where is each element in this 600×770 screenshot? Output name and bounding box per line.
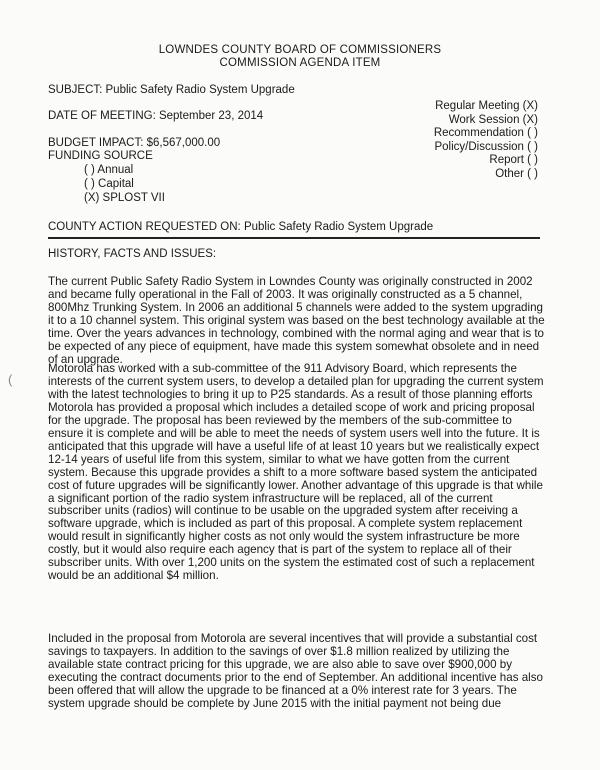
meeting-date: DATE OF MEETING: September 23, 2014 <box>48 110 264 122</box>
meeting-type-recommendation: Recommendation ( ) <box>433 127 538 140</box>
meeting-type-other: Other ( ) <box>495 167 538 180</box>
funding-option-annual: ( ) Annual <box>84 164 134 176</box>
funding-source-label: FUNDING SOURCE <box>48 150 153 162</box>
subject-line: SUBJECT: Public Safety Radio System Upgrade <box>48 84 295 96</box>
paragraph-text: Included in the proposal from Motorola are several incentives that will provide a substantial cost savings to taxpayers. In addition to the savings of over $1.8 million realized by utilizing the available state contract pricing for this upgrade, we are also able to save over $900,000 by executing the contract documents prior to the end of September. An additional incentive has also been offered that will allow the upgrade to be financed at a 0% interest rate for 3 years. The system upgrade should be complete by June 2015 with the initial payment not being due <box>48 632 543 710</box>
action-requested: COUNTY ACTION REQUESTED ON: Public Safety Radio System Upgrade <box>48 221 434 233</box>
paragraph-incentives <box>48 633 546 711</box>
history-heading: HISTORY, FACTS AND ISSUES: <box>48 248 217 260</box>
section-divider <box>48 237 540 239</box>
meeting-type-list <box>434 100 538 182</box>
paragraph-motorola-proposal <box>48 363 546 583</box>
header-org: LOWNDES COUNTY BOARD OF COMMISSIONERS <box>158 44 442 56</box>
scan-mark: ( <box>8 372 13 387</box>
funding-option-capital: ( ) Capital <box>84 178 134 190</box>
meeting-type-work-session: Work Session (X) <box>448 113 538 126</box>
meeting-type-report: Report ( ) <box>489 154 538 167</box>
paragraph-system-history <box>48 276 546 367</box>
meeting-type-policy: Policy/Discussion ( ) <box>434 140 538 153</box>
budget-impact: BUDGET IMPACT: $6,567,000.00 <box>48 137 221 149</box>
meeting-type-regular: Regular Meeting (X) <box>435 100 538 112</box>
header-doc-type: COMMISSION AGENDA ITEM <box>219 57 381 69</box>
funding-option-splost: (X) SPLOST VII <box>84 192 165 204</box>
paragraph-text: The current Public Safety Radio System in Lowndes County was originally constructed in 2002 and became fully operational in the Fall of 2003. It was originally constructed as a 5 channel, 800Mhz Trunking System. In 2006 an additional 5 channels were added to the system upgrading it to a 10 channel system. This original system was based on the best technology available at the time. Over the years advances in technology, combined with the normal aging and wear that is to be expected of any piece of equipment, have made this system somewhat obsolete and in need of an upgrade. <box>48 275 545 366</box>
paragraph-text: Motorola has worked with a sub-committee of the 911 Advisory Board, which represents the interests of the current system users, to develop a detailed plan for upgrading the current system with the latest technologies to bring it up to P25 standards. As a result of those planning efforts Motorola has provided a proposal which includes a detailed scope of work and pricing proposal for the upgrade. The proposal has been reviewed by the members of the sub-committee to ensure it is complete and will be able to meet the needs of system users well into the future. It is anticipated that this upgrade will have a useful life of at least 10 years but we realistically expect 12-14 years of useful life from this system, similar to what we have gotten from the current system. Because this upgrade provides a shift to a more software based system the anticipated cost of future upgrades will be significantly lower. Another advantage of this upgrade is that while a significant portion of the radio system infrastructure will be replaced, all of the current subscriber units (radios) will continue to be usable on the upgraded system after receiving a software upgrade, which is included as part of this proposal. A complete system replacement would result in significantly higher costs as not only would the system infrastructure be more costly, but it would also require each agency that is part of the system to replace all of their subscriber units. With over 1,200 units on the system the estimated cost of such a replacement would be an additional $4 million. <box>48 362 544 583</box>
